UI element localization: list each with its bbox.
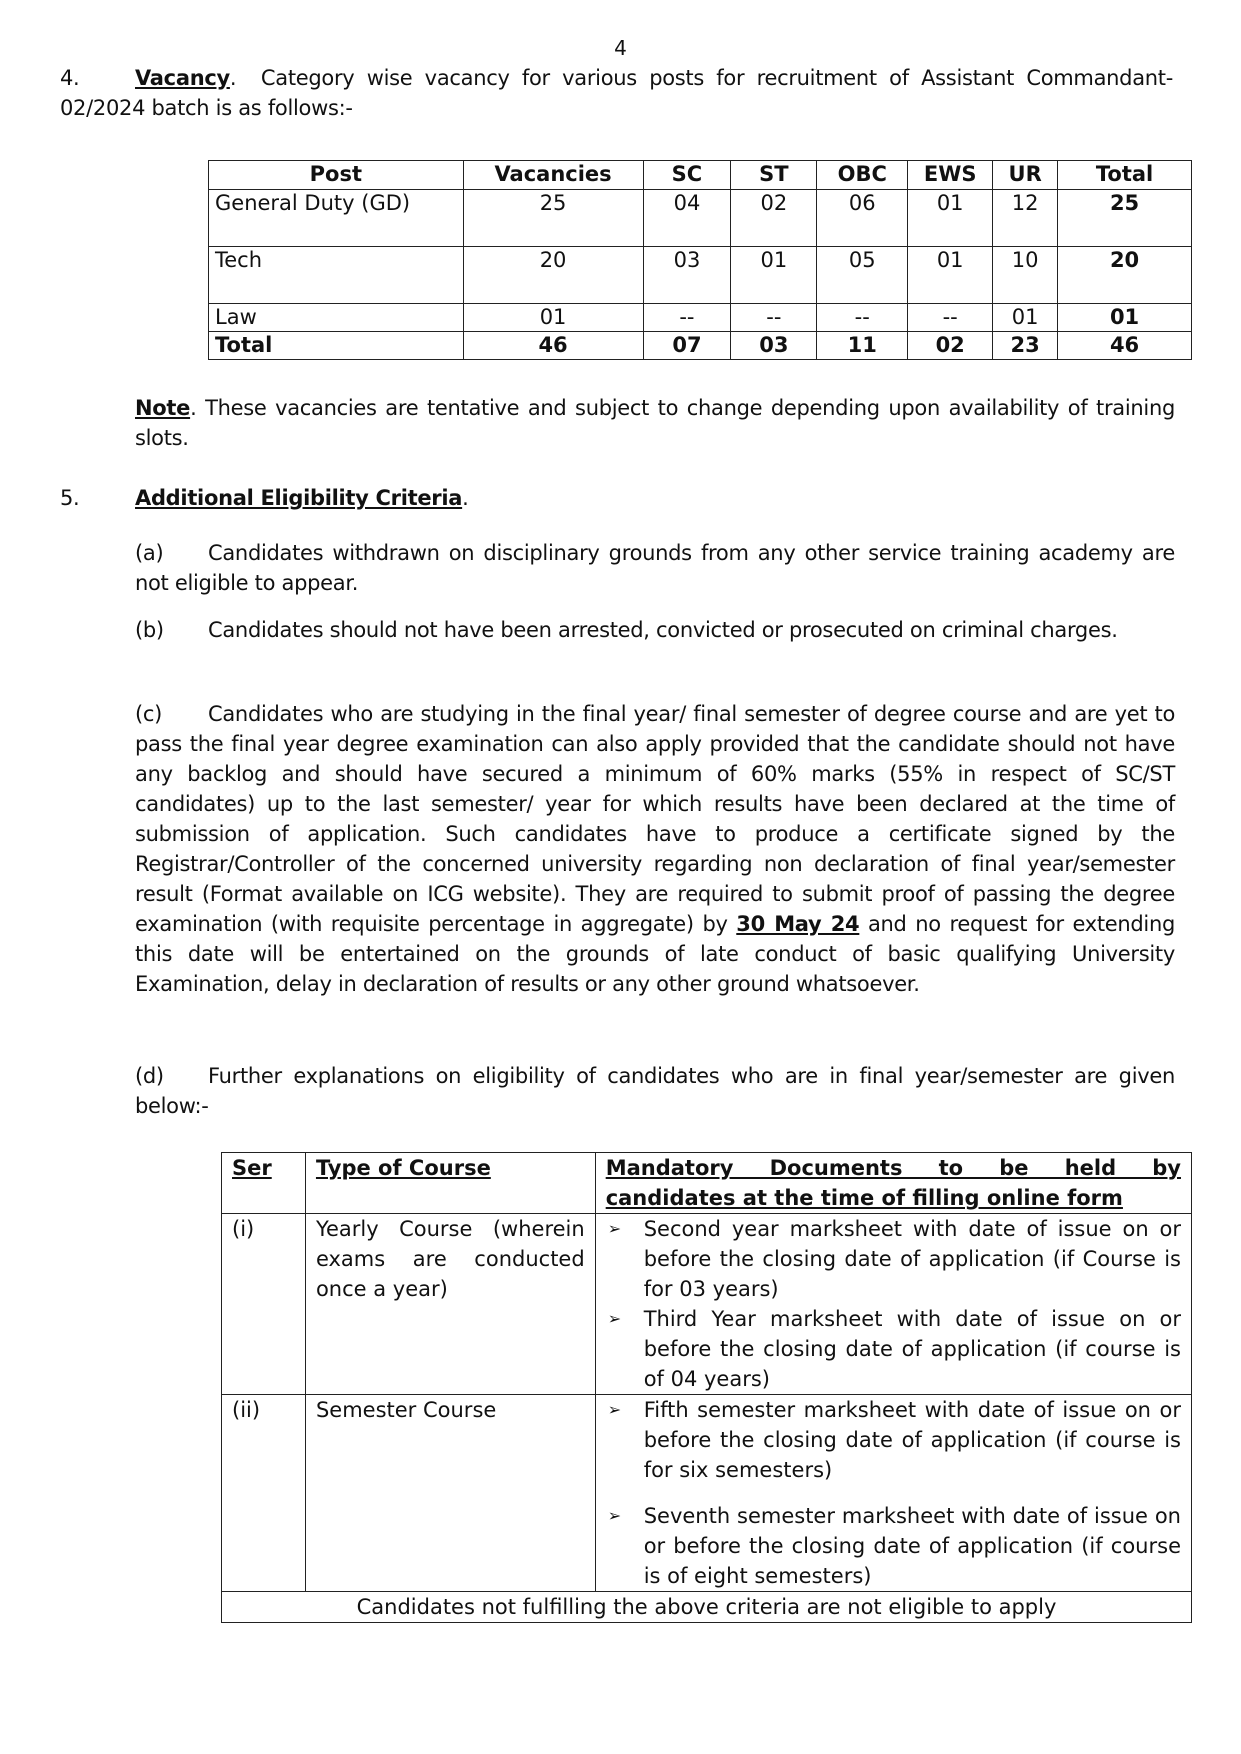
note-paragraph [135, 393, 1175, 453]
ser-cell: (ii) [222, 1395, 306, 1592]
header-docs-line2: candidates at the time of filling online form [605, 1186, 1123, 1210]
item-text: Candidates should not have been arrested, convicted or prosecuted on criminal charges. [208, 618, 1118, 642]
section-number: 5. [60, 486, 80, 510]
list-item [606, 1395, 1181, 1485]
header-cell: Total [1058, 161, 1192, 190]
st-cell: 02 [731, 190, 817, 247]
post-cell: Total [209, 332, 464, 360]
table-header-row [209, 161, 1192, 190]
header-ser: Ser [222, 1153, 306, 1214]
vacancies-cell: 25 [463, 190, 643, 247]
post-cell: Tech [209, 247, 464, 304]
ur-cell: 01 [993, 304, 1058, 332]
sc-cell: -- [643, 304, 731, 332]
header-cell: OBC [817, 161, 908, 190]
table-row [222, 1395, 1192, 1592]
total-cell: 01 [1058, 304, 1192, 332]
total-cell: 20 [1058, 247, 1192, 304]
ur-cell: 23 [993, 332, 1058, 360]
section-heading: Vacancy [135, 66, 230, 90]
table-row [209, 304, 1192, 332]
item-text: Candidates withdrawn on disciplinary grounds from any other service training academy are not eligible to appear. [135, 541, 1175, 595]
table-header-row [222, 1153, 1192, 1214]
criteria-item-c [135, 699, 1175, 999]
ews-cell: 01 [908, 247, 993, 304]
heading-punct: . [229, 66, 237, 90]
header-cell: SC [643, 161, 731, 190]
total-cell: 25 [1058, 190, 1192, 247]
list-item [606, 1214, 1181, 1304]
section-number: 4. [60, 66, 80, 90]
vacancies-cell: 46 [463, 332, 643, 360]
obc-cell: 06 [817, 190, 908, 247]
header-docs-line1: Mandatory Documents to be held by [605, 1156, 1181, 1180]
arrow-bullet-icon: ➢ [607, 1309, 622, 1328]
st-cell: -- [731, 304, 817, 332]
footer-cell: Candidates not fulfilling the above criteria are not eligible to apply [222, 1592, 1192, 1623]
heading-punct: . [462, 486, 469, 510]
criteria-item-b [135, 615, 1175, 645]
note-text: . These vacancies are tentative and subject to change depending upon availability of training slots. [135, 396, 1175, 450]
header-cell: Vacancies [463, 161, 643, 190]
section-4-paragraph [60, 63, 1173, 123]
header-docs [595, 1153, 1191, 1214]
arrow-bullet-icon: ➢ [607, 1219, 622, 1238]
sc-cell: 04 [643, 190, 731, 247]
item-label: (a) [135, 541, 164, 565]
header-cell: EWS [908, 161, 993, 190]
obc-cell: -- [817, 304, 908, 332]
vacancies-cell: 20 [463, 247, 643, 304]
arrow-bullet-icon: ➢ [607, 1506, 622, 1525]
arrow-bullet-icon: ➢ [607, 1400, 622, 1419]
note-label: Note [135, 396, 191, 420]
sc-cell: 07 [643, 332, 731, 360]
vacancy-table [208, 160, 1192, 360]
docs-cell [595, 1214, 1191, 1395]
ser-cell: (i) [222, 1214, 306, 1395]
doc-text: Fifth semester marksheet with date of issue on or before the closing date of application (if course is for six semesters) [643, 1398, 1181, 1482]
doc-text: Seventh semester marksheet with date of issue on or before the closing date of application (if course is of eight semesters) [643, 1504, 1181, 1588]
deadline-date: 30 May 24 [736, 912, 860, 936]
header-cell: UR [993, 161, 1058, 190]
st-cell: 01 [731, 247, 817, 304]
post-cell: Law [209, 304, 464, 332]
item-text-cont: and no request for extending this date will be entertained on the grounds of late conduct of basic qualifying University Examination, delay in declaration of results or any other ground whatsoever. [135, 912, 1176, 996]
st-cell: 03 [731, 332, 817, 360]
doc-text: Third Year marksheet with date of issue on or before the closing date of application (if course is of 04 years) [643, 1307, 1181, 1391]
section-heading: Additional Eligibility Criteria [135, 486, 463, 510]
item-label: (b) [135, 618, 164, 642]
ur-cell: 10 [993, 247, 1058, 304]
eligibility-table [221, 1152, 1192, 1623]
page-number: 4 [614, 36, 627, 60]
item-text: Candidates who are studying in the final year/ final semester of degree course and are yet to pass the final year degree examination can also apply provided that the candidate should not have any backlog and should have secured a minimum of 60% marks (55% in respect of SC/ST candidates) up to the last semester/ year for which results have been declared at the time of submission of application. Such candidates have to produce a certificate signed by the Registrar/Controller of the concerned university regarding non declaration of final year/semester result (Format available on ICG website). They are required to submit proof of passing the degree examination (with requisite percentage in aggregate) by [135, 702, 1175, 936]
item-label: (d) [135, 1064, 164, 1088]
ur-cell: 12 [993, 190, 1058, 247]
section-5-heading [60, 483, 1173, 513]
criteria-item-d [135, 1061, 1175, 1121]
item-label: (c) [135, 702, 163, 726]
ews-cell: -- [908, 304, 993, 332]
header-type: Type of Course [305, 1153, 595, 1214]
obc-cell: 11 [817, 332, 908, 360]
item-text: Further explanations on eligibility of candidates who are in final year/semester are given below:- [135, 1064, 1175, 1118]
post-cell: General Duty (GD) [209, 190, 464, 247]
table-row [222, 1214, 1192, 1395]
vacancies-cell: 01 [463, 304, 643, 332]
type-cell: Yearly Course (wherein exams are conducted once a year) [305, 1214, 595, 1395]
docs-cell [595, 1395, 1191, 1592]
table-total-row [209, 332, 1192, 360]
header-cell: ST [731, 161, 817, 190]
table-footer-row [222, 1592, 1192, 1623]
table-row [209, 190, 1192, 247]
section-text: Category wise vacancy for various posts for recruitment of Assistant Commandant-02/2024 batch is as follows:- [60, 66, 1173, 120]
table-row [209, 247, 1192, 304]
doc-text: Second year marksheet with date of issue on or before the closing date of application (if Course is for 03 years) [643, 1217, 1181, 1301]
obc-cell: 05 [817, 247, 908, 304]
list-item [606, 1304, 1181, 1394]
header-cell: Post [209, 161, 464, 190]
sc-cell: 03 [643, 247, 731, 304]
type-cell: Semester Course [305, 1395, 595, 1592]
total-cell: 46 [1058, 332, 1192, 360]
list-item [606, 1501, 1181, 1591]
criteria-item-a [135, 538, 1175, 598]
ews-cell: 02 [908, 332, 993, 360]
ews-cell: 01 [908, 190, 993, 247]
